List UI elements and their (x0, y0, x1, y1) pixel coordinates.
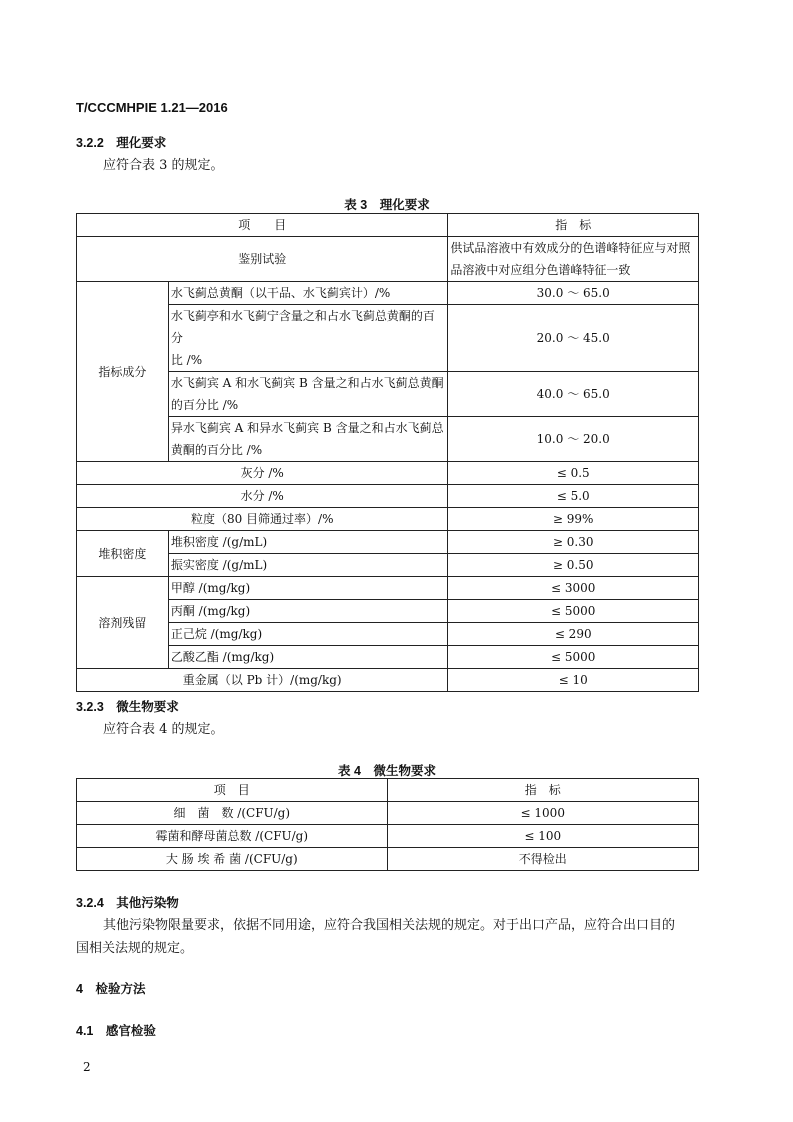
table-row (77, 417, 699, 462)
table-group-label: 溶剂残留 (77, 577, 169, 669)
table-cell: ≤ 5.0 (448, 485, 699, 508)
page-number: 2 (83, 1060, 91, 1074)
section-3-2-4-text-line1: 其他污染物限量要求，依据不同用途，应符合我国相关法规的规定。对于出口产品，应符合出口目的 (103, 918, 676, 933)
table-cell: ≥ 99% (448, 508, 699, 531)
table-cell: 正己烷 /(mg/kg) (168, 623, 448, 646)
table-cell: ≤ 3000 (448, 577, 699, 600)
table-row (77, 802, 699, 825)
table-cell: 甲醇 /(mg/kg) (168, 577, 448, 600)
table-3 (76, 213, 699, 692)
table-cell: 水飞蓟总黄酮（以干品、水飞蓟宾计）/% (168, 282, 448, 305)
table-header-item: 项 目 (77, 779, 388, 802)
table-row (77, 485, 699, 508)
table-cell: 振实密度 /(g/mL) (168, 554, 448, 577)
table-row (77, 554, 699, 577)
table-group-label: 指标成分 (77, 282, 169, 462)
table-cell: 不得检出 (387, 848, 698, 871)
table-cell: ≤ 290 (448, 623, 699, 646)
section-3-2-4-text-line2: 国相关法规的规定。 (76, 941, 194, 956)
table-cell: 粒度（80 目筛通过率）/% (77, 508, 448, 531)
section-3-2-4-heading: 3.2.4 其他污染物 (76, 896, 179, 910)
table-cell: 鉴别试验 (77, 237, 448, 282)
section-3-2-2-heading: 3.2.2 理化要求 (76, 136, 167, 150)
section-3-2-2-text: 应符合表 3 的规定。 (103, 158, 224, 173)
table-cell: 重金属（以 Pb 计）/(mg/kg) (77, 669, 448, 692)
table-row (77, 848, 699, 871)
table-row (77, 508, 699, 531)
table-4-caption: 表 4 微生物要求 (338, 764, 436, 778)
table-row (77, 577, 699, 600)
table-row (77, 372, 699, 417)
table-cell: ≥ 0.30 (448, 531, 699, 554)
table-cell: ≤ 0.5 (448, 462, 699, 485)
table-row (77, 623, 699, 646)
table-cell: 丙酮 /(mg/kg) (168, 600, 448, 623)
table-cell: ≤ 10 (448, 669, 699, 692)
table-cell: 30.0 ～ 65.0 (448, 282, 699, 305)
section-4-heading: 4 检验方法 (76, 982, 146, 996)
table-cell: ≤ 1000 (387, 802, 698, 825)
table-3-caption: 表 3 理化要求 (344, 198, 430, 212)
cell-line: 异水飞蓟宾 A 和异水飞蓟宾 B 含量之和占水飞蓟总 (170, 421, 444, 435)
table-cell: 10.0 ～ 20.0 (448, 417, 699, 462)
section-3-2-3-text: 应符合表 4 的规定。 (103, 722, 224, 737)
table-cell: ≤ 5000 (448, 600, 699, 623)
table-header-item: 项 目 (77, 214, 448, 237)
section-4-1-heading: 4.1 感官检验 (76, 1024, 156, 1038)
table-row (77, 214, 699, 237)
table-row (77, 600, 699, 623)
section-3-2-3-heading: 3.2.3 微生物要求 (76, 700, 179, 714)
cell-line: 供试品溶液中有效成分的色谱峰特征应与对照 (450, 241, 691, 255)
table-cell (168, 305, 448, 372)
table-cell: ≤ 5000 (448, 646, 699, 669)
table-cell: 堆积密度 /(g/mL) (168, 531, 448, 554)
cell-line: 水飞蓟亭和水飞蓟宁含量之和占水飞蓟总黄酮的百分 (170, 309, 435, 345)
table-cell: 灰分 /% (77, 462, 448, 485)
table-cell: 大 肠 埃 希 菌 /(CFU/g) (77, 848, 388, 871)
table-cell: 水分 /% (77, 485, 448, 508)
table-row (77, 305, 699, 372)
table-cell: 细 菌 数 /(CFU/g) (77, 802, 388, 825)
table-cell (168, 372, 448, 417)
table-header-index: 指 标 (448, 214, 699, 237)
cell-line: 品溶液中对应组分色谱峰特征一致 (450, 263, 631, 277)
table-row (77, 825, 699, 848)
table-row (77, 669, 699, 692)
table-header-index: 指 标 (387, 779, 698, 802)
table-cell (448, 237, 699, 282)
table-row (77, 282, 699, 305)
table-row (77, 237, 699, 282)
cell-line: 的百分比 /% (170, 398, 239, 412)
table-cell: 乙酸乙酯 /(mg/kg) (168, 646, 448, 669)
cell-line: 比 /% (170, 353, 203, 367)
table-row (77, 531, 699, 554)
table-4 (76, 778, 699, 871)
table-row (77, 779, 699, 802)
table-row (77, 462, 699, 485)
table-cell: 40.0 ～ 65.0 (448, 372, 699, 417)
table-cell: ≥ 0.50 (448, 554, 699, 577)
cell-line: 水飞蓟宾 A 和水飞蓟宾 B 含量之和占水飞蓟总黄酮 (170, 376, 444, 390)
cell-line: 黄酮的百分比 /% (170, 443, 263, 457)
table-row (77, 646, 699, 669)
table-group-label: 堆积密度 (77, 531, 169, 577)
table-cell: ≤ 100 (387, 825, 698, 848)
table-cell (168, 417, 448, 462)
document-id: T/CCCMHPIE 1.21—2016 (76, 100, 228, 115)
table-cell: 霉菌和酵母菌总数 /(CFU/g) (77, 825, 388, 848)
table-cell: 20.0 ～ 45.0 (448, 305, 699, 372)
